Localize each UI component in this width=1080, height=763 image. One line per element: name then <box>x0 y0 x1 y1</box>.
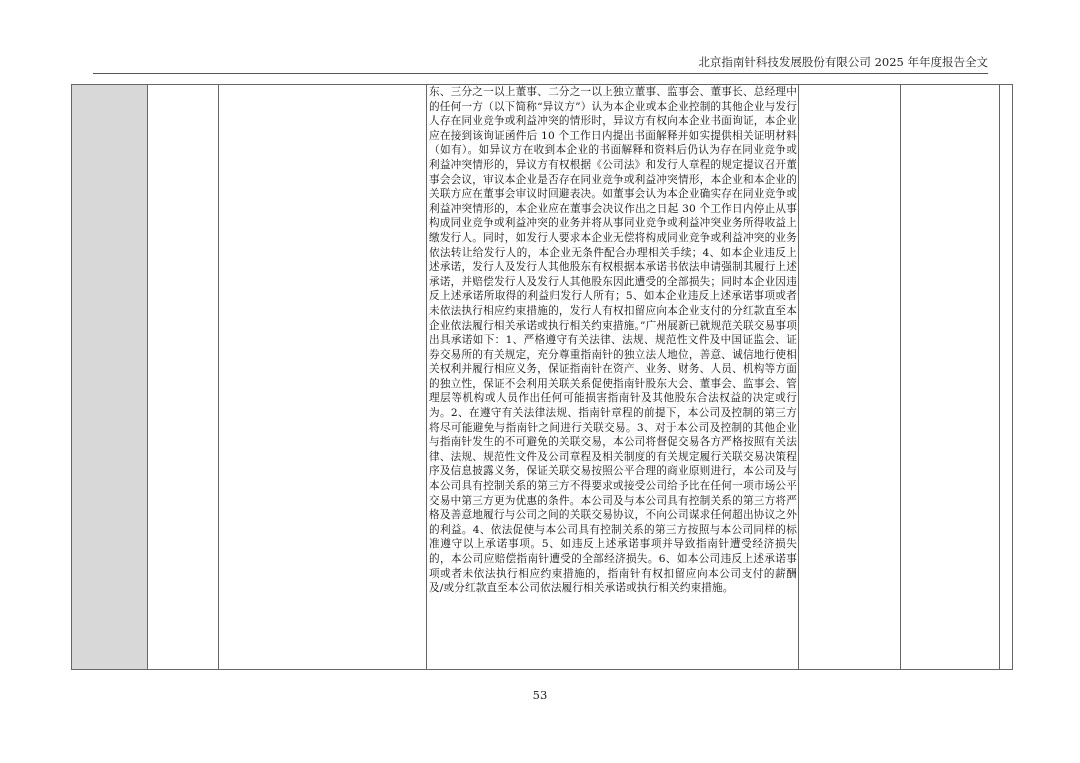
table-cell-empty <box>799 85 901 669</box>
table-cell-empty <box>1000 85 1080 669</box>
commitment-text: 东、三分之一以上董事、二分之一以上独立董事、监事会、董事长、总经理中的任何一方（以下简称“异议方”）认为本企业或本企业控制的其他企业与发行人存在同业竞争或利益冲突的情形时，异议方有权向本企业书面询证，本企业应在接到该询证函件后 10 个工作日内提出书面解释并如实提供相关证明材料（如有）。如异议方在收到本企业的书面解释和资料后仍认为存在同业竞争或利益冲突情形的，异议方有权根据《公司法》和发行人章程的规定提议召开董事会会议，审议本企业是否存在同业竞争或利益冲突情形，本企业和本企业的关联方应在董事会审议时回避表决。如董事会认为本企业确实存在同业竞争或利益冲突情形的，本企业应在董事会决议作出之日起 30 个工作日内停止从事构成同业竞争或利益冲突的业务并将从事同业竞争或利益冲突业务所得收益上缴发行人。同时，如发行人要求本企业无偿将构成同业竞争或利益冲突的业务依法转让给发行人的，本企业无条件配合办理相关手续；4、如本企业违反上述承诺，发行人及发行人其他股东有权根据本承诺书依法申请强制其履行上述承诺，并赔偿发行人及发行人其他股东因此遭受的全部损失；同时本企业因违反上述承诺所取得的利益归发行人所有；5、如本企业违反上述承诺事项或者未依法执行相应约束措施的，发行人有权扣留应向本企业支付的分红款直至本企业依法履行相关承诺或执行相关约束措施。”广州展新已就规范关联交易事项出具承诺如下：1、严格遵守有关法律、法规、规范性文件及中国证监会、证券交易所的有关规定，充分尊重指南针的独立法人地位，善意、诚信地行使相关权利并履行相应义务，保证指南针在资产、业务、财务、人员、机构等方面的独立性，保证不会利用关联关系促使指南针股东大会、董事会、监事会、管理层等机构或人员作出任何可能损害指南针及其他股东合法权益的决定或行为。2、在遵守有关法律法规、指南针章程的前提下，本公司及控制的第三方将尽可能避免与指南针之间进行关联交易。3、对于本公司及控制的其他企业与指南针发生的不可避免的关联交易，本公司将督促交易各方严格按照有关法律、法规、规范性文件及公司章程及相关制度的有关规定履行关联交易决策程序及信息披露义务，保证关联交易按照公平合理的商业原则进行，本公司及与本公司具有控制关系的第三方不得要求或接受公司给予比在任何一项市场公平交易中第三方更为优惠的条件。本公司及与本公司具有控制关系的第三方将严格及善意地履行与公司之间的关联交易协议，不向公司谋求任何超出协议之外的利益。4、依法促使与本公司具有控制关系的第三方按照与本公司同样的标准遵守以上承诺事项。5、如违反上述承诺事项并导致指南针遭受经济损失的，本公司应赔偿指南针遭受的全部经济损失。6、如本公司违反上述承诺事项或者未依法执行相应约束措施的，指南针有权扣留应向本公司支付的薪酬及/或分红款直至本公司依法履行相关承诺或执行相关约束措施。 <box>429 86 797 595</box>
table-cell-commitment-content <box>427 85 799 669</box>
header-divider <box>93 73 988 74</box>
commitments-table <box>71 84 1013 670</box>
table-cell-empty <box>901 85 1000 669</box>
page-number: 53 <box>532 688 548 702</box>
table-cell-shaded <box>72 85 148 669</box>
report-header-title: 北京指南针科技发展股份有限公司 2025 年年度报告全文 <box>698 55 988 69</box>
table-cell-empty <box>148 85 219 669</box>
table-cell-empty <box>219 85 427 669</box>
